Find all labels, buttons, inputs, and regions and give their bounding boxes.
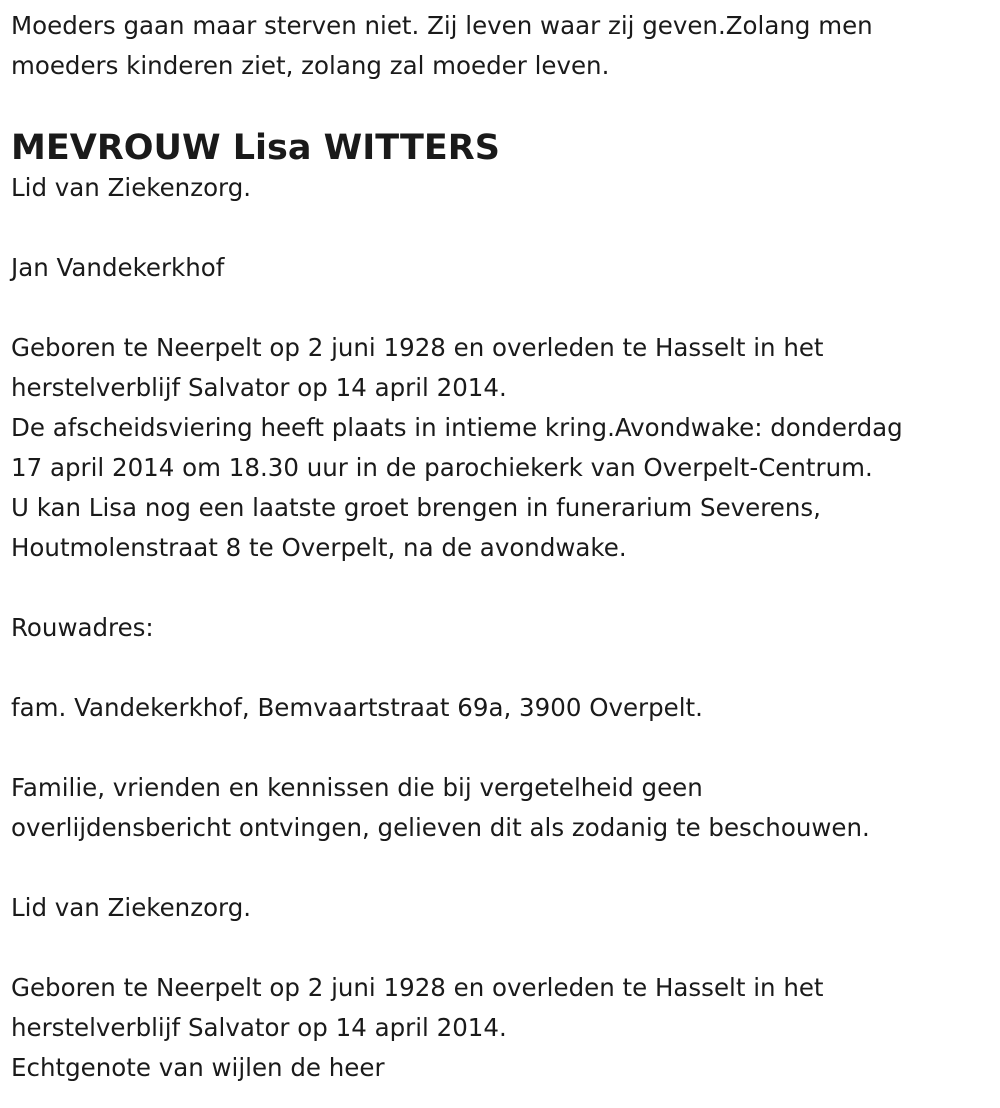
membership-text-repeat: Lid van Ziekenzorg. <box>11 893 252 922</box>
obituary-notice <box>11 6 986 1088</box>
spacer <box>11 568 986 608</box>
spacer <box>11 848 986 888</box>
birth-death-line-1: Geboren te Neerpelt op 2 juni 1928 en overleden te Hasselt in het <box>11 333 824 362</box>
birth-death-repeat-line-1: Geboren te Neerpelt op 2 juni 1928 en overleden te Hasselt in het <box>11 973 824 1002</box>
ceremony-line-4: Houtmolenstraat 8 te Overpelt, na de avondwake. <box>11 533 627 562</box>
mourning-address-label: Rouwadres: <box>11 613 154 642</box>
spacer <box>11 648 986 688</box>
ceremony-line-3: U kan Lisa nog een laatste groet brengen in funerarium Severens, <box>11 493 821 522</box>
spacer <box>11 928 986 968</box>
spacer <box>11 208 986 248</box>
deceased-name: MEVROUW Lisa WITTERS <box>11 128 500 168</box>
birth-death-repeat-line-2: herstelverblijf Salvator op 14 april 2014. <box>11 1013 507 1042</box>
birth-death-line-2: herstelverblijf Salvator op 14 april 2014. <box>11 373 507 402</box>
family-notice-line-2: overlijdensbericht ontvingen, gelieven dit als zodanig te beschouwen. <box>11 813 870 842</box>
membership-text: Lid van Ziekenzorg. <box>11 173 252 202</box>
ceremony-line-2: 17 april 2014 om 18.30 uur in de parochiekerk van Overpelt-Centrum. <box>11 453 873 482</box>
mourning-address: fam. Vandekerkhof, Bemvaartstraat 69a, 3900 Overpelt. <box>11 693 703 722</box>
spouse-name: Jan Vandekerkhof <box>11 253 225 282</box>
motto-line-1: Moeders gaan maar sterven niet. Zij leven waar zij geven.Zolang men <box>11 11 873 40</box>
ceremony-line-1: De afscheidsviering heeft plaats in intieme kring.Avondwake: donderdag <box>11 413 903 442</box>
spacer <box>11 288 986 328</box>
spacer <box>11 728 986 768</box>
motto-line-2: moeders kinderen ziet, zolang zal moeder leven. <box>11 51 610 80</box>
spouse-intro: Echtgenote van wijlen de heer <box>11 1053 385 1082</box>
family-notice-line-1: Familie, vrienden en kennissen die bij vergetelheid geen <box>11 773 703 802</box>
